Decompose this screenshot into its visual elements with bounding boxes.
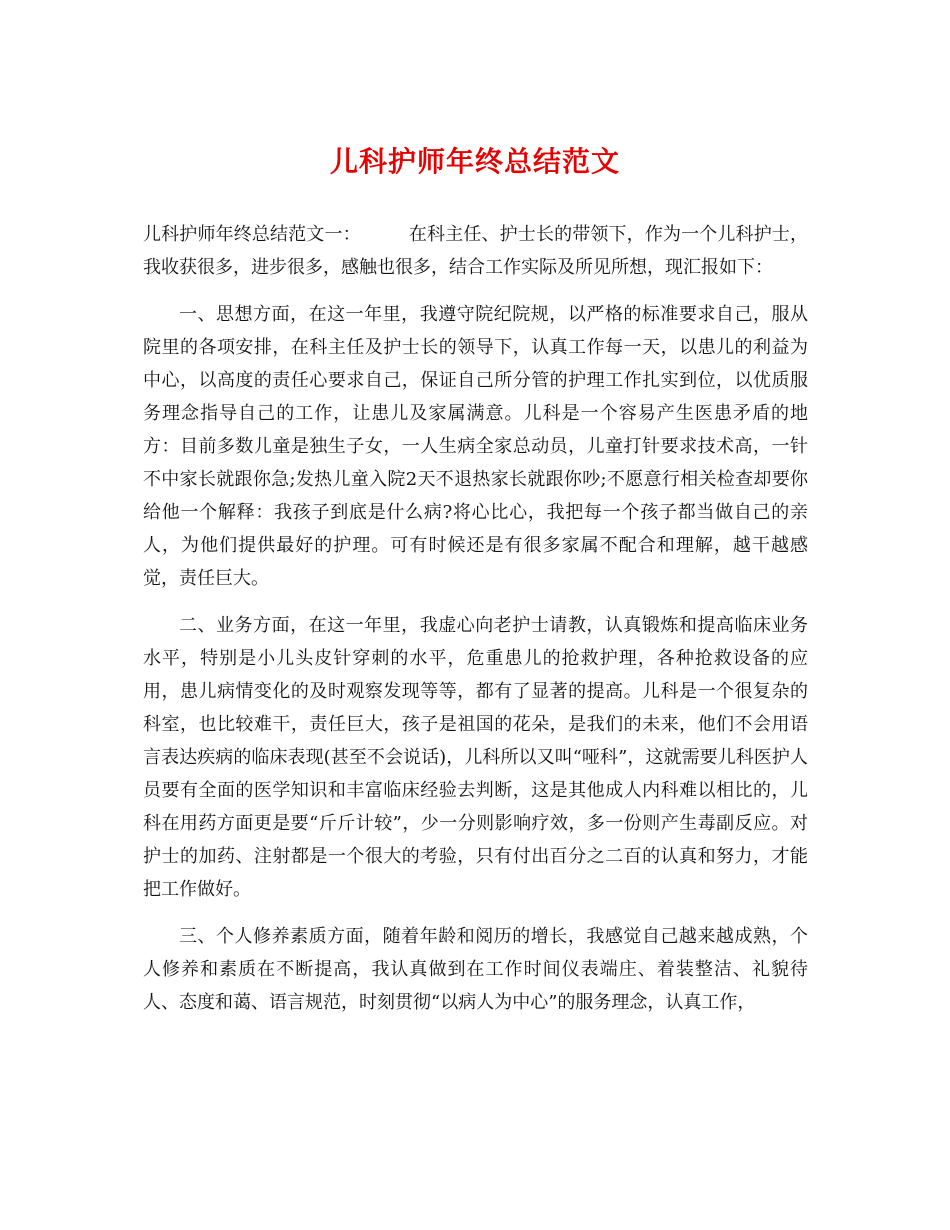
document-body [143, 218, 808, 1033]
document-title: 儿科护师年终总结范文 [329, 145, 620, 178]
intro-text: 在科主任、护士长的带领下，作为一个儿科护士，我收获很多，进步很多，感触也很多，结合工作实际及所见所想，现汇报如下： [143, 224, 808, 278]
intro-paragraph [143, 218, 808, 284]
paragraph-business: 二、业务方面，在这一年里，我虚心向老护士请教，认真锻炼和提高临床业务水平，特别是小儿头皮针穿刺的水平，危重患儿的抢救护理，各种抢救设备的应用，患儿病情变化的及时观察发现等等，都有了显著的提高。儿科是一个很复杂的科室，也比较难干，责任巨大，孩子是祖国的花朵，是我们的未来，他们不会用语言表达疾病的临床表现(甚至不会说话)，儿科所以又叫“哑科”，这就需要儿科医护人员要有全面的医学知识和丰富临床经验去判断，这是其他成人内科难以相比的，儿科在用药方面更是要“斤斤计较”，少一分则影响疗效，多一份则产生毒副反应。对护士的加药、注射都是一个很大的考验，只有付出百分之二百的认真和努力，才能把工作做好。 [143, 615, 808, 900]
paragraph-personal: 三、个人修养素质方面，随着年龄和阅历的增长，我感觉自己越来越成熟，个人修养和素质在不断提高，我认真做到在工作时间仪表端庄、着装整洁、礼貌待人、态度和蔼、语言规范，时刻贯彻“以病人为中心”的服务理念，认真工作， [143, 926, 808, 1013]
intro-label: 儿科护师年终总结范文一： [143, 224, 361, 245]
paragraph-thought: 一、思想方面，在这一年里，我遵守院纪院规，以严格的标准要求自己，服从院里的各项安排，在科主任及护士长的领导下，认真工作每一天，以患儿的利益为中心，以高度的责任心要求自己，保证自己所分管的护理工作扎实到位，以优质服务理念指导自己的工作，让患儿及家属满意。儿科是一个容易产生医患矛盾的地方：目前多数儿童是独生子女，一人生病全家总动员，儿童打针要求技术高，一针不中家长就跟你急;发热儿童入院2天不退热家长就跟你吵;不愿意行相关检查却要你给他一个解释：我孩子到底是什么病?将心比心，我把每一个孩子都当做自己的亲人，为他们提供最好的护理。可有时候还是有很多家属不配合和理解，越干越感觉，责任巨大。 [143, 304, 808, 589]
